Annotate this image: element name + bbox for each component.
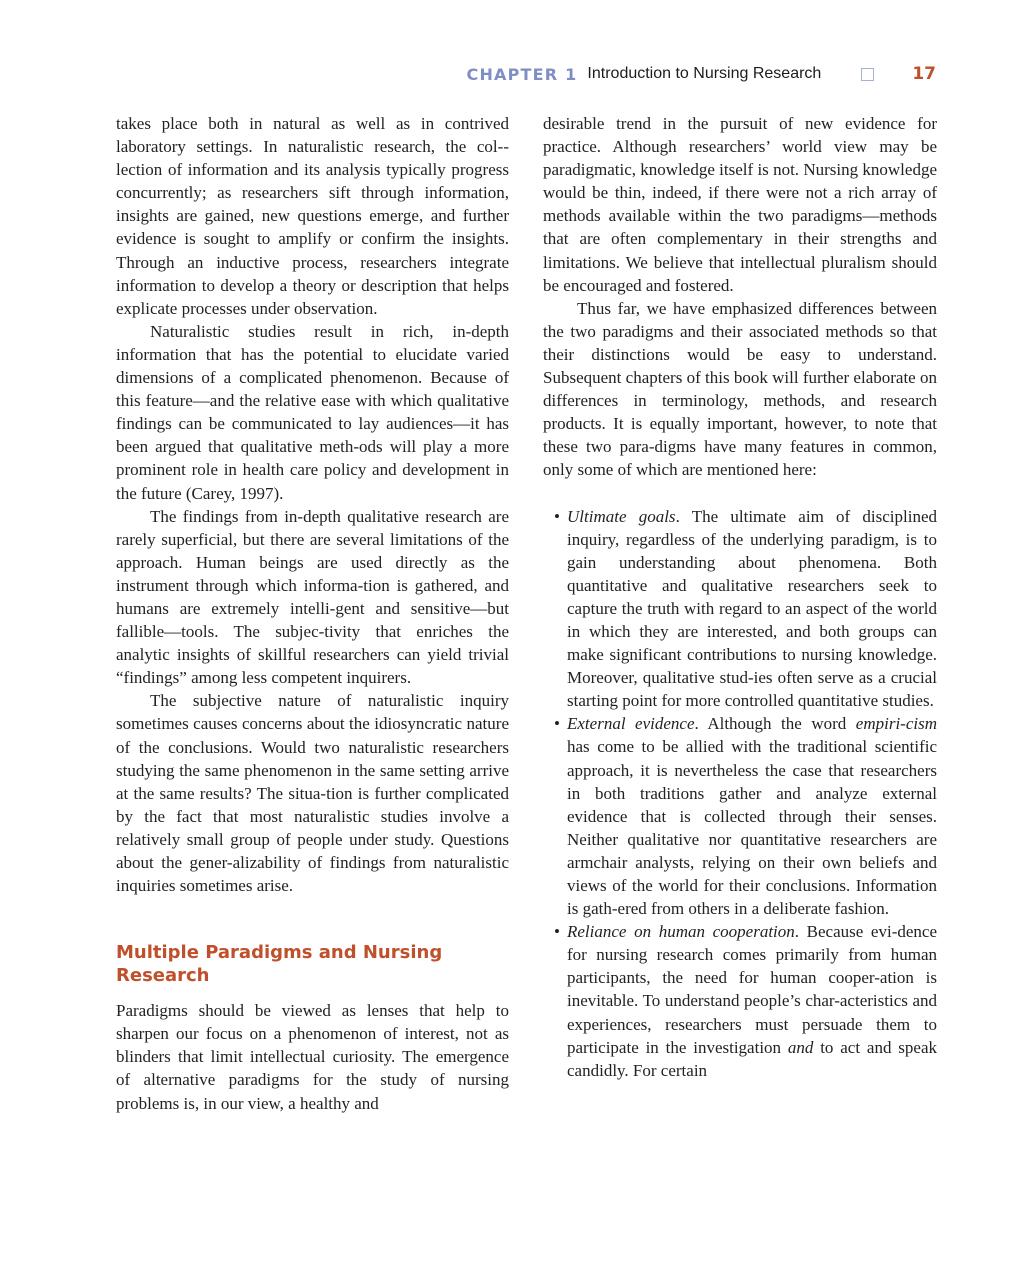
bullet-term: External evidence bbox=[567, 714, 695, 734]
right-column bbox=[543, 112, 937, 1082]
chapter-label: CHAPTER 1 bbox=[466, 64, 578, 84]
bullet-list bbox=[543, 505, 937, 1082]
paragraph: Paradigms should be viewed as lenses that help to sharpen our focus on a phenomenon of interest, not as blinders that limit intellectual curiosity. The emergence of alternative paradigms for the study of nursing problems is, in our view, a healthy and bbox=[116, 1001, 509, 1113]
bullet-icon: • bbox=[554, 922, 560, 942]
list-item bbox=[543, 505, 937, 713]
bullet-text: . Although the word bbox=[694, 714, 856, 734]
bullet-text: . Because evi-dence for nursing research comes primarily from human participants, the need for human cooper-ation is inevitable. To understand people’s char-acteristics and experiences, researchers must persuade them to participate in the investigation bbox=[567, 922, 937, 1057]
paragraph: takes place both in natural as well as in contrived laboratory settings. In naturalistic research, the col-lection of information and its analysis typically progress concurrently; as researchers sift through information, insights are gained, new questions emerge, and further evidence is sought to amplify or confirm the insights. Through an inductive process, researchers integrate information to develop a theory or description that helps explicate processes under observation. bbox=[116, 114, 509, 318]
bullet-italic-word: empiri-cism bbox=[855, 714, 937, 734]
running-head bbox=[467, 62, 937, 86]
bullet-term: Reliance on human cooperation bbox=[567, 922, 795, 942]
bullet-icon: • bbox=[554, 714, 560, 734]
chapter-title: Introduction to Nursing Research bbox=[587, 65, 822, 82]
bullet-text: to act and speak candidly. For certain bbox=[567, 1037, 937, 1080]
bullet-italic-word: and bbox=[787, 1037, 814, 1057]
section-heading-line: Research bbox=[116, 965, 210, 987]
paragraph: The findings from in-depth qualitative research are rarely superficial, but there are several limitations of the approach. Human beings are used directly as the instrument through which informa-tion is gathered, and humans are extremely intelli-gent and sensitive—but fallible—tools. The subjec-tivity that enriches the analytic insights of skillful researchers can yield trivial “findings” among less competent inquirers. bbox=[116, 506, 509, 688]
section-heading bbox=[116, 941, 509, 987]
paragraph: Naturalistic studies result in rich, in-depth information that has the potential to elucidate varied dimensions of a complicated phenomenon. Because of this feature—and the relative ease with which qualitative findings can be communicated to lay audiences—it has been argued that qualitative meth-ods will play a more prominent role in health care policy and development in the future (Carey, 1997). bbox=[116, 321, 509, 503]
page-number: 17 bbox=[912, 64, 936, 84]
bullet-text: has come to be allied with the traditional scientific approach, it is nevertheless the case that researchers in both traditions gather and analyze external evidence that is collected through their senses. Neither qualitative nor quantitative researchers are armchair analysts, relying on their own beliefs and views of the world for their conclusions. Information is gath-ered from others in a deliberate fashion. bbox=[567, 737, 937, 919]
bullet-term: Ultimate goals bbox=[567, 506, 676, 526]
left-column bbox=[116, 112, 509, 1115]
bullet-icon: • bbox=[554, 506, 560, 526]
list-item bbox=[543, 712, 937, 920]
bullet-text: . The ultimate aim of disciplined inquiry, regardless of the underlying paradigm, is to gain understanding about phenomena. Both quantitative and qualitative researchers seek to capture the truth with regard to an aspect of the world in which they are interested, and both groups can make significant contributions to nursing knowledge. Moreover, qualitative stud-ies often serve as a crucial starting point for more controlled quantitative studies. bbox=[567, 506, 937, 711]
section-heading-line: Multiple Paradigms and Nursing bbox=[116, 942, 443, 964]
square-ornament-icon bbox=[861, 68, 874, 81]
list-item bbox=[543, 920, 937, 1082]
paragraph: Thus far, we have emphasized differences between the two paradigms and their associated methods so that their distinctions would be easy to understand. Subsequent chapters of this book will further elaborate on differences in terminology, methods, and research products. It is equally important, however, to note that these two para-digms have many features in common, only some of which are mentioned here: bbox=[543, 298, 937, 480]
paragraph: The subjective nature of naturalistic inquiry sometimes causes concerns about the idiosyncratic nature of the conclusions. Would two naturalistic researchers studying the same phenomenon in the same setting arrive at the same results? The situa-tion is further complicated by the fact that most naturalistic studies involve a relatively small group of people under study. Questions about the gener-alizability of findings from naturalistic inquiries sometimes arise. bbox=[116, 691, 509, 896]
paragraph: desirable trend in the pursuit of new evidence for practice. Although researchers’ world view may be paradigmatic, knowledge itself is not. Nursing knowledge would be thin, indeed, if there were not a rich array of methods available within the two paradigms—methods that are often complementary in their strengths and limitations. We believe that intellectual pluralism should be encouraged and fostered. bbox=[543, 114, 937, 295]
